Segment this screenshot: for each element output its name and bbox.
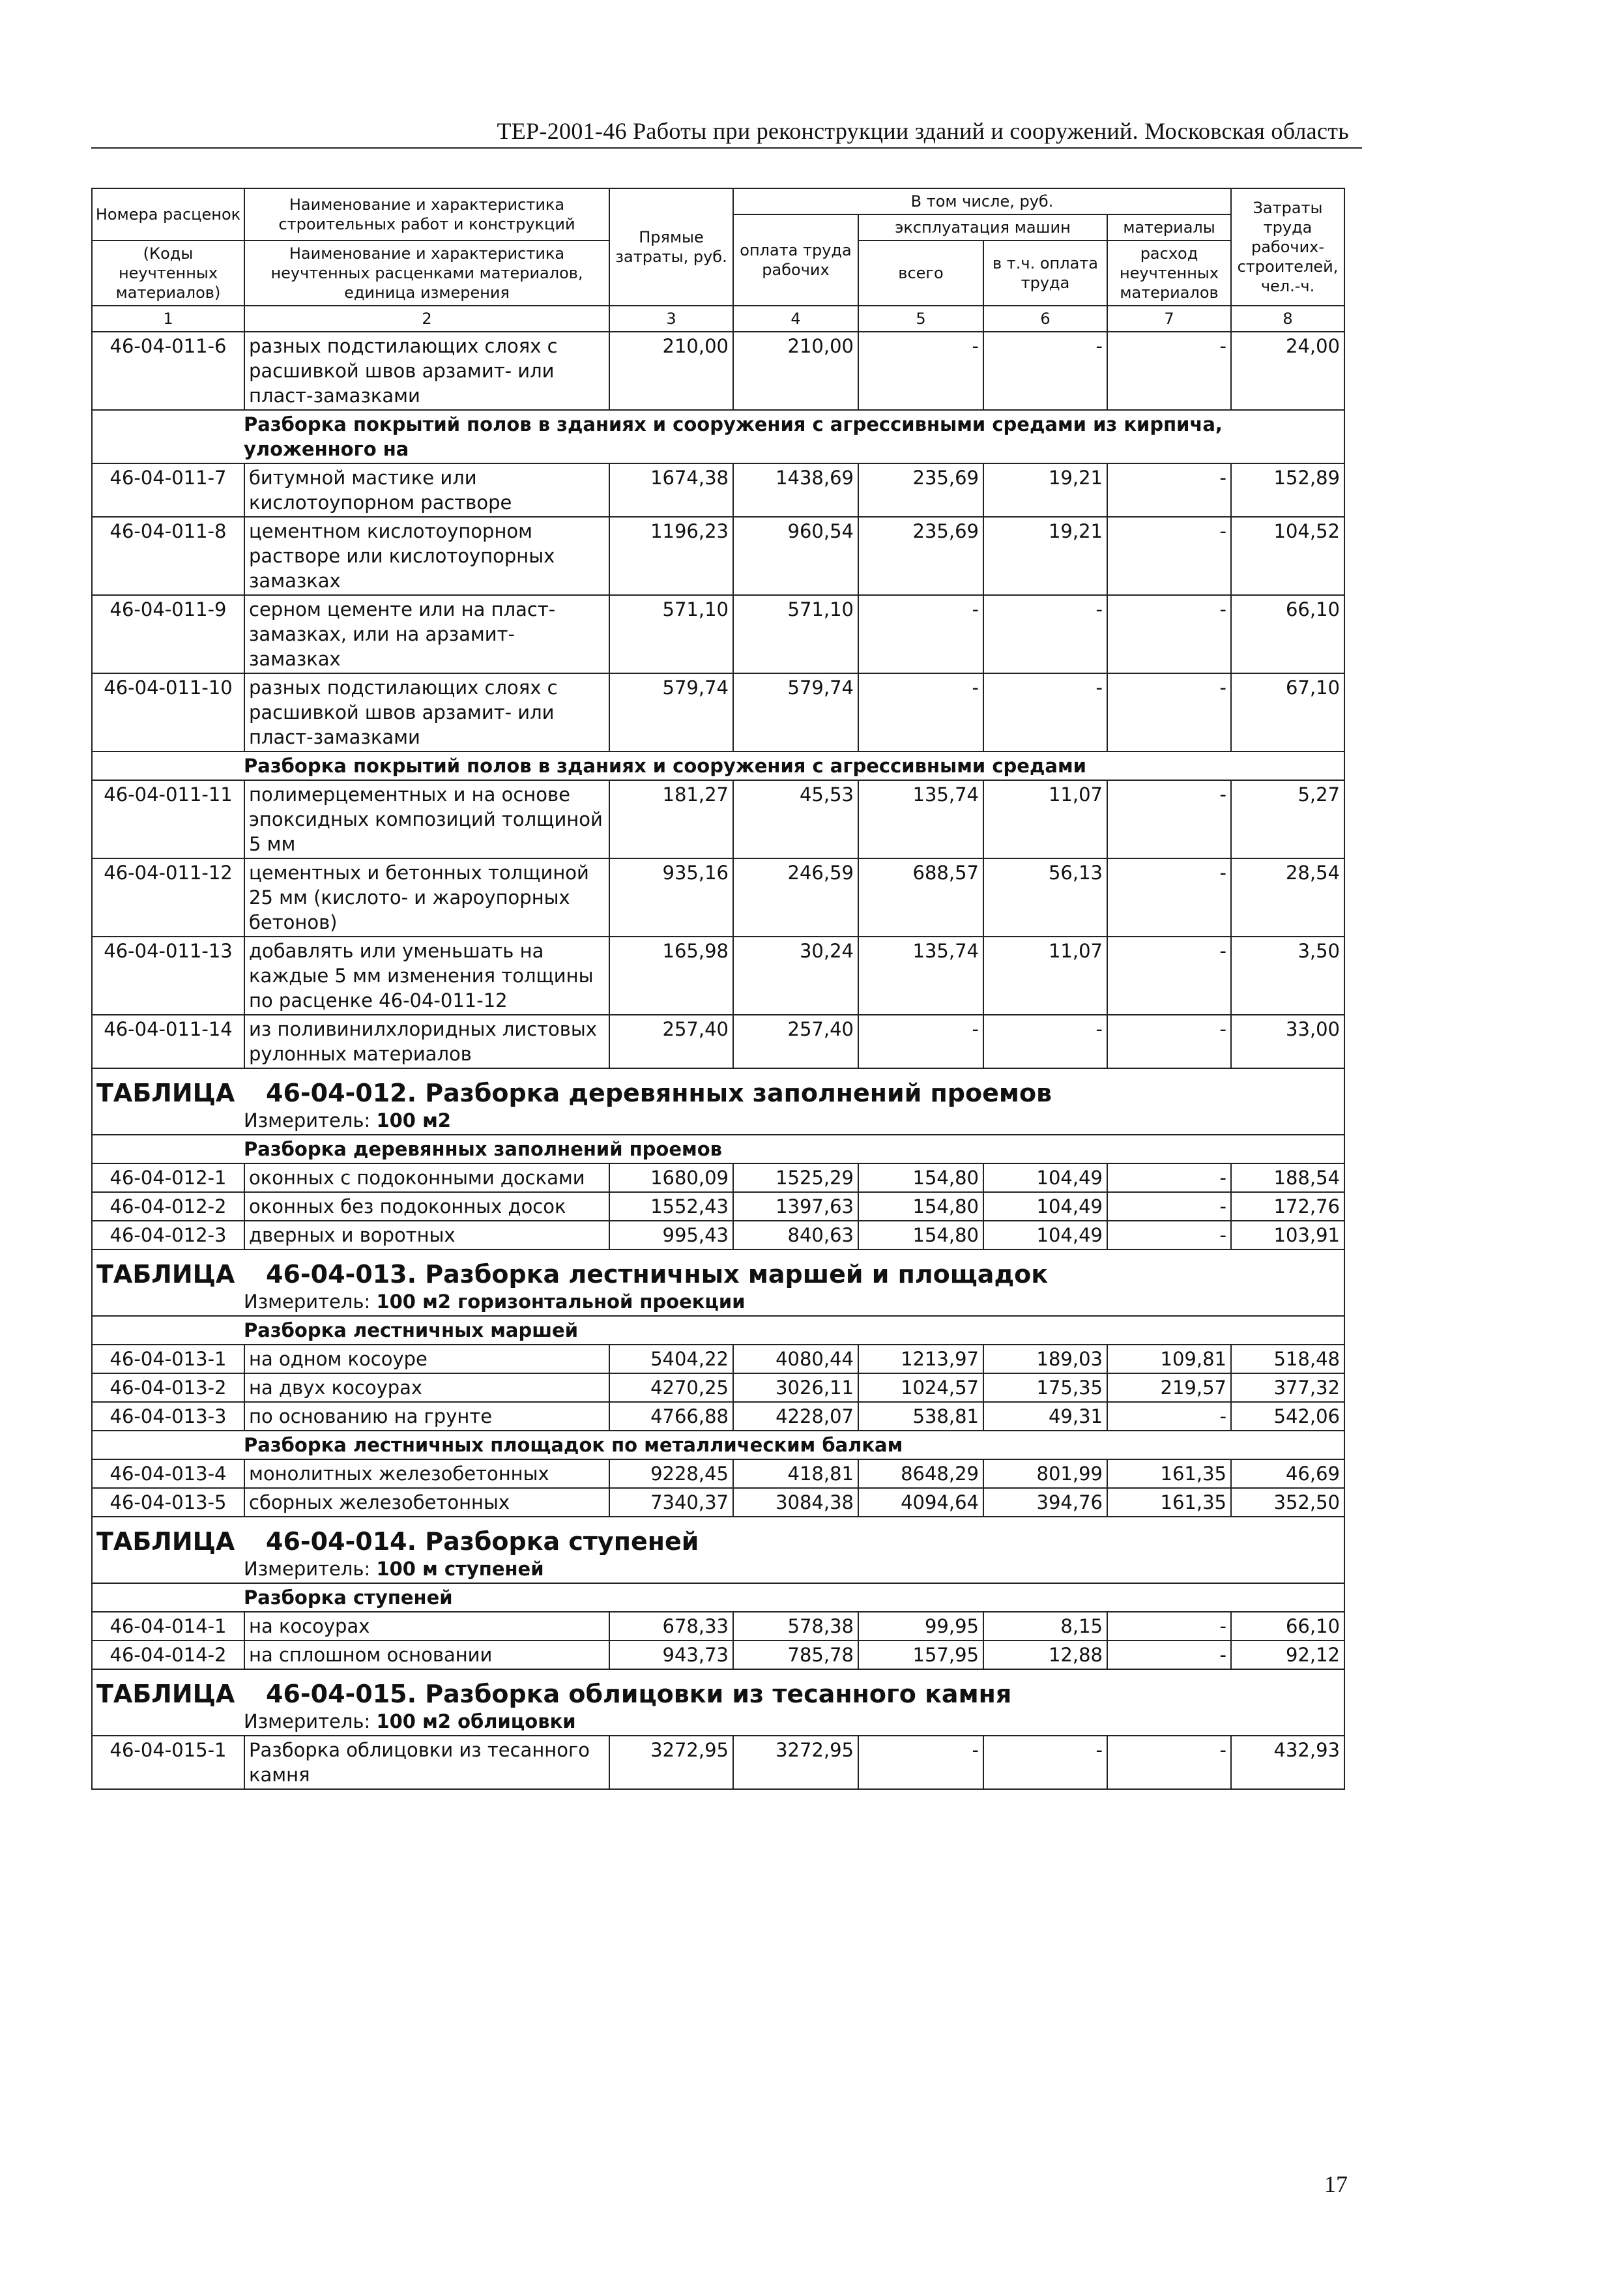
rate-code: 46-04-014-1	[92, 1612, 244, 1641]
rate-name: из поливинилхлоридных листовых рулонных материалов	[244, 1015, 609, 1068]
cell-mach-wage: -	[983, 595, 1107, 673]
section-title: Разборка покрытий полов в зданиях и сооружения с агрессивными средами	[92, 752, 1344, 780]
rate-name: разных подстилающих слоях с расшивкой швов арзамит- или пласт-замазками	[244, 332, 609, 410]
cell-mat: -	[1107, 1221, 1231, 1249]
table-title-row	[92, 1669, 1344, 1708]
unit-label: Измеритель:	[244, 1710, 371, 1732]
cell-labor: 188,54	[1231, 1163, 1344, 1192]
cell-wage: 3026,11	[733, 1373, 858, 1402]
cell-mach: -	[858, 595, 983, 673]
column-numbers: 1 2 3 4 5 6 7 8	[92, 306, 1344, 332]
table-label: ТАБЛИЦА	[96, 1680, 235, 1708]
table-header	[92, 188, 1344, 332]
cell-labor: 33,00	[1231, 1015, 1344, 1068]
cell-wage: 579,74	[733, 673, 858, 752]
cell-labor: 92,12	[1231, 1641, 1344, 1669]
cell-wage: 210,00	[733, 332, 858, 410]
cell-mat: -	[1107, 937, 1231, 1015]
cell-direct: 210,00	[609, 332, 733, 410]
cell-wage: 257,40	[733, 1015, 858, 1068]
cell-direct: 1674,38	[609, 463, 733, 517]
table-row	[92, 1488, 1344, 1517]
cell-mach-wage: 394,76	[983, 1488, 1107, 1517]
cell-mat: -	[1107, 858, 1231, 937]
table-row	[92, 1015, 1344, 1068]
cell-mach: 538,81	[858, 1402, 983, 1431]
section-row	[92, 1431, 1344, 1459]
cell-mach-wage: -	[983, 673, 1107, 752]
cell-mach-wage: 11,07	[983, 780, 1107, 858]
table-heading: 46-04-014. Разборка ступеней	[266, 1527, 699, 1555]
cell-mach: 154,80	[858, 1163, 983, 1192]
cell-mach: 154,80	[858, 1221, 983, 1249]
table-heading: 46-04-013. Разборка лестничных маршей и площадок	[266, 1260, 1049, 1288]
unit-cell	[92, 1708, 1344, 1736]
unit-row	[92, 1555, 1344, 1583]
cell-direct: 678,33	[609, 1612, 733, 1641]
cell-mach: -	[858, 1015, 983, 1068]
cell-direct: 165,98	[609, 937, 733, 1015]
rate-name: дверных и воротных	[244, 1221, 609, 1249]
table-title-row	[92, 1249, 1344, 1288]
table-title	[92, 1249, 1344, 1288]
cell-mat: -	[1107, 1163, 1231, 1192]
unit-label: Измеритель:	[244, 1558, 371, 1580]
cell-mach-wage: 175,35	[983, 1373, 1107, 1402]
unit-label: Измеритель:	[244, 1291, 371, 1313]
cell-mach-wage: -	[983, 332, 1107, 410]
page-header	[91, 115, 1362, 149]
rate-name: битумной мастике или кислотоупорном растворе	[244, 463, 609, 517]
cell-mat: 109,81	[1107, 1345, 1231, 1373]
col-name-bottom: Наименование и характеристика неучтенных расценками материалов, единица измерения	[244, 241, 609, 306]
cell-wage: 246,59	[733, 858, 858, 937]
cell-mach-wage: 11,07	[983, 937, 1107, 1015]
rate-code: 46-04-011-12	[92, 858, 244, 937]
cell-mat: -	[1107, 595, 1231, 673]
rate-code: 46-04-012-3	[92, 1221, 244, 1249]
header-title: ТЕР-2001-46 Работы при реконструкции зданий и сооружений. Московская область	[497, 118, 1349, 144]
rate-code: 46-04-012-1	[92, 1163, 244, 1192]
cell-mat: 219,57	[1107, 1373, 1231, 1402]
cell-direct: 7340,37	[609, 1488, 733, 1517]
rate-name: разных подстилающих слоях с расшивкой швов арзамит- или пласт-замазками	[244, 673, 609, 752]
rate-code: 46-04-013-5	[92, 1488, 244, 1517]
rate-name: на одном косоуре	[244, 1345, 609, 1373]
rate-name: на косоурах	[244, 1612, 609, 1641]
cell-labor: 152,89	[1231, 463, 1344, 517]
unit-cell	[92, 1107, 1344, 1135]
section-row	[92, 1583, 1344, 1612]
table-row	[92, 1402, 1344, 1431]
rate-code: 46-04-015-1	[92, 1736, 244, 1789]
unit-value: 100 м2 облицовки	[376, 1710, 576, 1732]
table-heading: 46-04-012. Разборка деревянных заполнений проемов	[266, 1079, 1052, 1107]
rate-code: 46-04-011-10	[92, 673, 244, 752]
cell-mach-wage: -	[983, 1736, 1107, 1789]
rate-name: серном цементе или на пласт-замазках, или на арзамит-замазках	[244, 595, 609, 673]
cell-wage: 4080,44	[733, 1345, 858, 1373]
cell-labor: 66,10	[1231, 595, 1344, 673]
unit-value: 100 м2 горизонтальной проекции	[376, 1291, 746, 1313]
rate-code: 46-04-013-3	[92, 1402, 244, 1431]
rate-name: монолитных железобетонных	[244, 1459, 609, 1488]
cell-labor: 5,27	[1231, 780, 1344, 858]
cell-direct: 9228,45	[609, 1459, 733, 1488]
cell-mach-wage: 104,49	[983, 1221, 1107, 1249]
table-title	[92, 1517, 1344, 1555]
table-row	[92, 858, 1344, 937]
table-row	[92, 1459, 1344, 1488]
cell-mach: -	[858, 673, 983, 752]
table-row	[92, 1612, 1344, 1641]
cell-mach: 688,57	[858, 858, 983, 937]
cell-labor: 377,32	[1231, 1373, 1344, 1402]
table-row	[92, 517, 1344, 595]
cell-wage: 1397,63	[733, 1192, 858, 1221]
col-name-top: Наименование и характеристика строительных работ и конструкций	[244, 188, 609, 241]
cell-direct: 935,16	[609, 858, 733, 937]
cell-mach-wage: 104,49	[983, 1163, 1107, 1192]
cell-mach: 154,80	[858, 1192, 983, 1221]
cell-wage: 578,38	[733, 1612, 858, 1641]
cell-mach: 157,95	[858, 1641, 983, 1669]
rate-code: 46-04-011-11	[92, 780, 244, 858]
cell-direct: 943,73	[609, 1641, 733, 1669]
rates-table	[91, 188, 1345, 1790]
unit-value: 100 м ступеней	[376, 1558, 544, 1580]
rate-name: на сплошном основании	[244, 1641, 609, 1669]
cell-mat: -	[1107, 780, 1231, 858]
cell-labor: 352,50	[1231, 1488, 1344, 1517]
cell-direct: 1196,23	[609, 517, 733, 595]
cell-mach: 235,69	[858, 463, 983, 517]
cell-labor: 172,76	[1231, 1192, 1344, 1221]
cell-wage: 1438,69	[733, 463, 858, 517]
section-row	[92, 410, 1344, 463]
rate-code: 46-04-011-7	[92, 463, 244, 517]
section-title: Разборка покрытий полов в зданиях и сооружения с агрессивными средами из кирпича, уложенного на	[92, 410, 1344, 463]
rate-name: Разборка облицовки из тесанного камня	[244, 1736, 609, 1789]
cell-labor: 46,69	[1231, 1459, 1344, 1488]
cell-mach: -	[858, 1736, 983, 1789]
cell-wage: 30,24	[733, 937, 858, 1015]
table-label: ТАБЛИЦА	[96, 1079, 235, 1107]
page-number: 17	[1324, 2171, 1348, 2197]
table-title	[92, 1669, 1344, 1708]
rate-name: оконных с подоконными досками	[244, 1163, 609, 1192]
cell-wage: 418,81	[733, 1459, 858, 1488]
cell-direct: 1680,09	[609, 1163, 733, 1192]
cell-direct: 571,10	[609, 595, 733, 673]
cell-mach-wage: -	[983, 1015, 1107, 1068]
cell-wage: 3272,95	[733, 1736, 858, 1789]
table-row	[92, 1192, 1344, 1221]
table-row	[92, 780, 1344, 858]
cell-mach: 135,74	[858, 780, 983, 858]
cell-direct: 3272,95	[609, 1736, 733, 1789]
cell-mach-wage: 49,31	[983, 1402, 1107, 1431]
table-row	[92, 1373, 1344, 1402]
cell-labor: 24,00	[1231, 332, 1344, 410]
cell-wage: 45,53	[733, 780, 858, 858]
cell-wage: 4228,07	[733, 1402, 858, 1431]
cell-mach-wage: 12,88	[983, 1641, 1107, 1669]
section-row	[92, 1316, 1344, 1345]
cell-mach-wage: 104,49	[983, 1192, 1107, 1221]
rate-name: добавлять или уменьшать на каждые 5 мм изменения толщины по расценке 46-04-011-12	[244, 937, 609, 1015]
rate-code: 46-04-013-2	[92, 1373, 244, 1402]
table-title	[92, 1068, 1344, 1107]
cell-mach: -	[858, 332, 983, 410]
cell-mach: 1024,57	[858, 1373, 983, 1402]
table-label: ТАБЛИЦА	[96, 1527, 235, 1555]
section-title: Разборка лестничных маршей	[92, 1316, 1344, 1345]
cell-mach-wage: 189,03	[983, 1345, 1107, 1373]
unit-cell	[92, 1555, 1344, 1583]
cell-mat: 161,35	[1107, 1488, 1231, 1517]
col-machines: эксплуатация машин	[858, 214, 1107, 241]
cell-labor: 104,52	[1231, 517, 1344, 595]
table-label: ТАБЛИЦА	[96, 1260, 235, 1288]
cell-labor: 432,93	[1231, 1736, 1344, 1789]
table-row	[92, 1163, 1344, 1192]
rate-code: 46-04-014-2	[92, 1641, 244, 1669]
cell-labor: 518,48	[1231, 1345, 1344, 1373]
cell-mach: 1213,97	[858, 1345, 983, 1373]
col-code-bottom: (Коды неучтенных материалов)	[92, 241, 244, 306]
cell-labor: 103,91	[1231, 1221, 1344, 1249]
rate-name: на двух косоурах	[244, 1373, 609, 1402]
section-row	[92, 1135, 1344, 1163]
section-row	[92, 752, 1344, 780]
cell-labor: 66,10	[1231, 1612, 1344, 1641]
cell-mat: -	[1107, 517, 1231, 595]
cell-wage: 3084,38	[733, 1488, 858, 1517]
cell-wage: 785,78	[733, 1641, 858, 1669]
cell-direct: 4270,25	[609, 1373, 733, 1402]
cell-labor: 28,54	[1231, 858, 1344, 937]
rate-code: 46-04-013-1	[92, 1345, 244, 1373]
cell-mat: -	[1107, 332, 1231, 410]
cell-mach-wage: 56,13	[983, 858, 1107, 937]
rate-code: 46-04-011-13	[92, 937, 244, 1015]
cell-mach: 135,74	[858, 937, 983, 1015]
cell-mat: -	[1107, 1402, 1231, 1431]
cell-wage: 960,54	[733, 517, 858, 595]
cell-labor: 542,06	[1231, 1402, 1344, 1431]
cell-mach: 235,69	[858, 517, 983, 595]
rate-code: 46-04-013-4	[92, 1459, 244, 1488]
rate-code: 46-04-011-8	[92, 517, 244, 595]
cell-wage: 571,10	[733, 595, 858, 673]
unit-value: 100 м2	[376, 1109, 451, 1131]
cell-mat: -	[1107, 1736, 1231, 1789]
cell-direct: 257,40	[609, 1015, 733, 1068]
cell-direct: 5404,22	[609, 1345, 733, 1373]
cell-direct: 579,74	[609, 673, 733, 752]
table-heading: 46-04-015. Разборка облицовки из тесанного камня	[266, 1680, 1012, 1708]
section-title: Разборка лестничных площадок по металлическим балкам	[92, 1431, 1344, 1459]
cell-mach-wage: 8,15	[983, 1612, 1107, 1641]
cell-labor: 67,10	[1231, 673, 1344, 752]
cell-mat: -	[1107, 1015, 1231, 1068]
cell-mach-wage: 801,99	[983, 1459, 1107, 1488]
col-wage: оплата труда рабочих	[733, 214, 858, 306]
cell-mach: 4094,64	[858, 1488, 983, 1517]
rate-code: 46-04-012-2	[92, 1192, 244, 1221]
table-row	[92, 1221, 1344, 1249]
col-direct: Прямые затраты, руб.	[609, 188, 733, 306]
unit-row	[92, 1107, 1344, 1135]
cell-mach: 8648,29	[858, 1459, 983, 1488]
rate-name: цементных и бетонных толщиной 25 мм (кислото- и жароупорных бетонов)	[244, 858, 609, 937]
table-row	[92, 937, 1344, 1015]
rate-name: полимерцементных и на основе эпоксидных композиций толщиной 5 мм	[244, 780, 609, 858]
rate-code: 46-04-011-14	[92, 1015, 244, 1068]
col-mat-use: расход неучтенных материалов	[1107, 241, 1231, 306]
cell-mach-wage: 19,21	[983, 517, 1107, 595]
unit-cell	[92, 1288, 1344, 1316]
section-title: Разборка деревянных заполнений проемов	[92, 1135, 1344, 1163]
rate-code: 46-04-011-6	[92, 332, 244, 410]
cell-labor: 3,50	[1231, 937, 1344, 1015]
col-materials: материалы	[1107, 214, 1231, 241]
unit-row	[92, 1288, 1344, 1316]
unit-row	[92, 1708, 1344, 1736]
cell-direct: 1552,43	[609, 1192, 733, 1221]
rate-name: оконных без подоконных досок	[244, 1192, 609, 1221]
table-row	[92, 1345, 1344, 1373]
rate-name: по основанию на грунте	[244, 1402, 609, 1431]
col-group: В том числе, руб.	[733, 188, 1231, 214]
table-row	[92, 595, 1344, 673]
cell-mat: -	[1107, 1612, 1231, 1641]
cell-direct: 4766,88	[609, 1402, 733, 1431]
col-code-top: Номера расценок	[92, 188, 244, 241]
table-row	[92, 463, 1344, 517]
table-title-row	[92, 1068, 1344, 1107]
cell-mat: -	[1107, 463, 1231, 517]
table-row	[92, 673, 1344, 752]
cell-mat: -	[1107, 1192, 1231, 1221]
section-title: Разборка ступеней	[92, 1583, 1344, 1612]
col-mach-total: всего	[858, 241, 983, 306]
cell-direct: 995,43	[609, 1221, 733, 1249]
rate-code: 46-04-011-9	[92, 595, 244, 673]
cell-wage: 1525,29	[733, 1163, 858, 1192]
rate-name: сборных железобетонных	[244, 1488, 609, 1517]
cell-mat: 161,35	[1107, 1459, 1231, 1488]
cell-mat: -	[1107, 673, 1231, 752]
col-labor: Затраты труда рабочих-строителей, чел.-ч.	[1231, 188, 1344, 306]
table-row	[92, 1641, 1344, 1669]
table-row	[92, 1736, 1344, 1789]
table-row	[92, 332, 1344, 410]
cell-direct: 181,27	[609, 780, 733, 858]
cell-wage: 840,63	[733, 1221, 858, 1249]
table-body	[92, 332, 1344, 1789]
cell-mach-wage: 19,21	[983, 463, 1107, 517]
cell-mach: 99,95	[858, 1612, 983, 1641]
rate-name: цементном кислотоупорном растворе или кислотоупорных замазках	[244, 517, 609, 595]
cell-mat: -	[1107, 1641, 1231, 1669]
unit-label: Измеритель:	[244, 1109, 371, 1131]
col-mach-wage: в т.ч. оплата труда	[983, 241, 1107, 306]
table-title-row	[92, 1517, 1344, 1555]
